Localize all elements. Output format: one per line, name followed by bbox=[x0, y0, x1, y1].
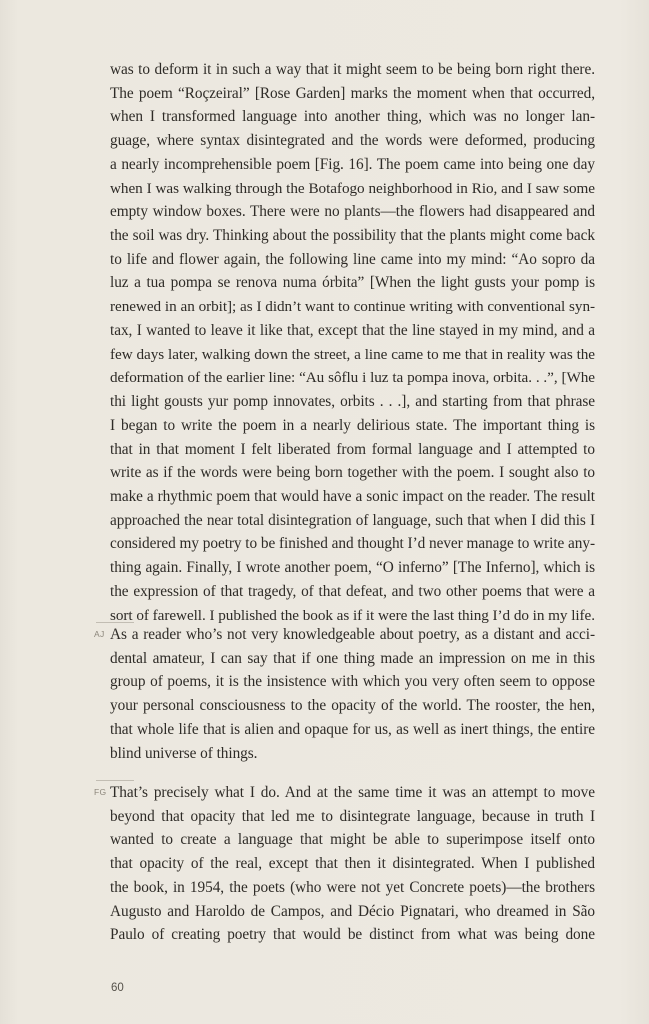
text-line: write as if the words were being born together with the poem. I sought also to bbox=[110, 464, 595, 482]
text-line: the book, in 1954, the poets (who were not yet Concrete poets)—the brothers bbox=[110, 878, 595, 896]
speaker-label-aj: AJ bbox=[94, 629, 105, 639]
text-line: when I transformed language into another thing, which was no longer lan- bbox=[110, 108, 595, 126]
text-line: to life and flower again, the following line came into my mind: “Ao sopro da bbox=[110, 250, 595, 268]
text-line: empty window boxes. There were no plants—the flowers had disappeared and bbox=[110, 203, 595, 221]
text-line: your personal consciousness to the opacity of the world. The rooster, the hen, bbox=[110, 697, 595, 715]
text-line: thi light gousts yur pomp innovates, orbits . . .], and starting from that phrase bbox=[110, 393, 595, 411]
text-line: that whole life that is alien and opaque for us, as well as inert things, the entire bbox=[110, 720, 595, 738]
text-line: was to deform it in such a way that it might seem to be being born right there. bbox=[110, 61, 595, 78]
paragraph-aj bbox=[110, 623, 595, 765]
text-line: approached the near total disintegration of language, such that when I did this I bbox=[110, 511, 595, 529]
page-number: 60 bbox=[111, 982, 124, 994]
text-line: the expression of that tragedy, of that defeat, and two other poems that were a bbox=[110, 582, 595, 600]
text-line: tax, I wanted to leave it like that, except that the line stayed in my mind, and a bbox=[110, 321, 595, 339]
speaker-label-fg: FG bbox=[94, 787, 107, 797]
text-line: thing again. Finally, I wrote another poem, “O inferno” [The Inferno], which is bbox=[110, 559, 595, 577]
text-line: considered my poetry to be finished and thought I’d never manage to write any- bbox=[110, 535, 596, 553]
text-line: group of poems, it is the insistence with which you very often seem to oppose bbox=[110, 673, 595, 691]
text-line: The poem “Roçzeiral” [Rose Garden] marks the moment when that occurred, bbox=[110, 84, 595, 102]
text-line: beyond that opacity that led me to disintegrate language, because in truth I bbox=[110, 807, 595, 825]
text-line: a nearly incomprehensible poem [Fig. 16]. The poem came into being one day bbox=[110, 155, 595, 173]
text-line: dental amateur, I can say that if one thing made an impression on me in this bbox=[110, 649, 595, 667]
text-line: Augusto and Haroldo de Campos, and Décio Pignatari, who dreamed in São bbox=[110, 902, 595, 920]
text-line: that opacity of the real, except that then it disintegrated. When I published bbox=[110, 855, 595, 873]
text-line: wanted to create a language that might be able to superimpose itself onto bbox=[110, 831, 595, 849]
text-line: sort of farewell. I published the book as if it were the last thing I’d do in my life. bbox=[110, 606, 595, 624]
text-line: I began to write the poem in a nearly delirious state. The important thing is bbox=[110, 416, 595, 434]
paragraph-continuation bbox=[110, 58, 595, 627]
text-line: blind universe of things. bbox=[110, 744, 258, 762]
text-line: renewed in an orbit]; as I didn’t want to continue writing with conventional syn- bbox=[110, 298, 595, 316]
text-line: deformation of the earlier line: “Au sôflu i luz ta pompa inova, orbita. . .”, [Whe bbox=[110, 369, 595, 387]
text-line: make a rhythmic poem that would have a sonic impact on the reader. The result bbox=[110, 487, 595, 505]
text-line: guage, where syntax disintegrated and the words were deformed, producing bbox=[110, 132, 595, 150]
text-line: when I was walking through the Botafogo neighborhood in Rio, and I saw some bbox=[110, 179, 595, 197]
text-line: that in that moment I felt liberated from formal language and I attempted to bbox=[110, 440, 595, 458]
text-line: Paulo of creating poetry that would be distinct from what was being done bbox=[110, 926, 595, 944]
text-line: As a reader who’s not very knowledgeable about poetry, as a distant and acci- bbox=[110, 626, 595, 643]
paragraph-fg bbox=[110, 781, 595, 947]
text-line: luz a tua pompa se renova numa órbita” [When the light gusts your pomp is bbox=[110, 274, 595, 292]
text-line: the soil was dry. Thinking about the possibility that the plants might come back bbox=[110, 227, 595, 245]
text-line: That’s precisely what I do. And at the same time it was an attempt to move bbox=[110, 784, 595, 801]
text-line: few days later, walking down the street, a line came to me that in reality was the bbox=[110, 345, 595, 363]
